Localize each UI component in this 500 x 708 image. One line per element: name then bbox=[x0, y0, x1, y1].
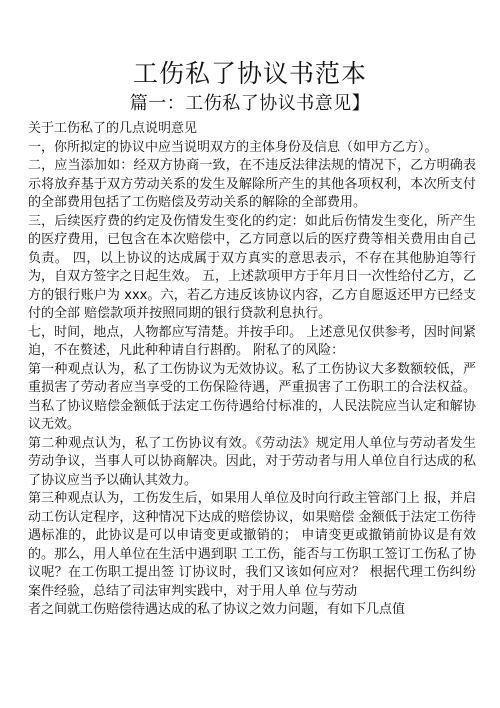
paragraph-5: 第一种观点认为，私了工伤协议为无效协议。私了工伤协议大多数额较低，严重损害了劳动者应当享受的工伤保险待遇，严重损害了工伤职工的合法权益。当私了协议赔偿金额低于法定工伤待遇给付标准的，人民法院应当认定和解协议无效。 bbox=[28, 361, 476, 432]
paragraph-8: 者之间就工伤赔偿待遇达成的私了协议之效力问题，有如下几点值 bbox=[28, 602, 406, 617]
document-title: 工伤私了协议书范本 bbox=[132, 59, 367, 88]
paragraph-7: 第三种观点认为，工伤发生后，如果用人单位及时向行政主管部门上 报，并启动工伤认定程序，这种情况下达成的赔偿协议，如果赔偿 金额低于法定工伤待遇标准的，此协议是可以申请变更或撤销的； 申请变更或撤销前协议是有效的。那么，用人单位在生活中遇到职 工工伤，能否与工伤职工签订工伤私了协议呢？在工伤职工提出签 订协议时，我们又该如何应对？ 根据代理工伤纠纷案件经验，总结了司法审判实践中，对于用人单 位与劳动 bbox=[28, 491, 476, 599]
document-subtitle: 篇一：工伤私了协议书意见】 bbox=[129, 93, 371, 114]
document-body bbox=[28, 120, 476, 620]
paragraph-2: 二，应当添加如：经双方协商一致，在不违反法律法规的情况下，乙方明确表示将放弃基于双方劳动关系的发生及解除所产生的其他各项权利，本次所支付的全部费用包括了工伤赔偿及劳动关系的解除的全部费用。 bbox=[28, 158, 476, 210]
section-heading: 关于工伤私了的几点说明意见 bbox=[28, 121, 198, 136]
paragraph-1: 一，你所拟定的协议中应当说明双方的主体身份及信息（如甲方乙方）。 bbox=[28, 139, 438, 155]
paragraph-3: 三，后续医疗费的约定及伤情发生变化的约定：如此后伤情发生变化，所产生的医疗费用，已包含在本次赔偿中，乙方同意以后的医疗费等相关费用由自己负责。 四，以上协议的达成属于双方真实的意思表示，不存在其他胁迫等行为，自双方签字之日起生效。 五，上述款项甲方于年月日一次性给付乙方，乙方的银行账户为 xxx。六，若乙方违反该协议内容，乙方自愿返还甲方已经支付的全部 赔偿款项并按照同期的银行贷款利息执行。 bbox=[28, 213, 476, 321]
paragraph-6: 第二种观点认为，私了工伤协议有效。《劳动法》规定用人单位与劳动者发生劳动争议，当事人可以协商解决。因此，对于劳动者与用人单位自行达成的私了协议应当予以确认其效力。 bbox=[28, 435, 476, 488]
paragraph-4: 七，时间，地点，人物都应写清楚。并按手印。 上述意见仅供参考，因时间紧迫，不在赘述，凡此种种请自行斟酌。 附私了的风险： bbox=[28, 324, 476, 358]
